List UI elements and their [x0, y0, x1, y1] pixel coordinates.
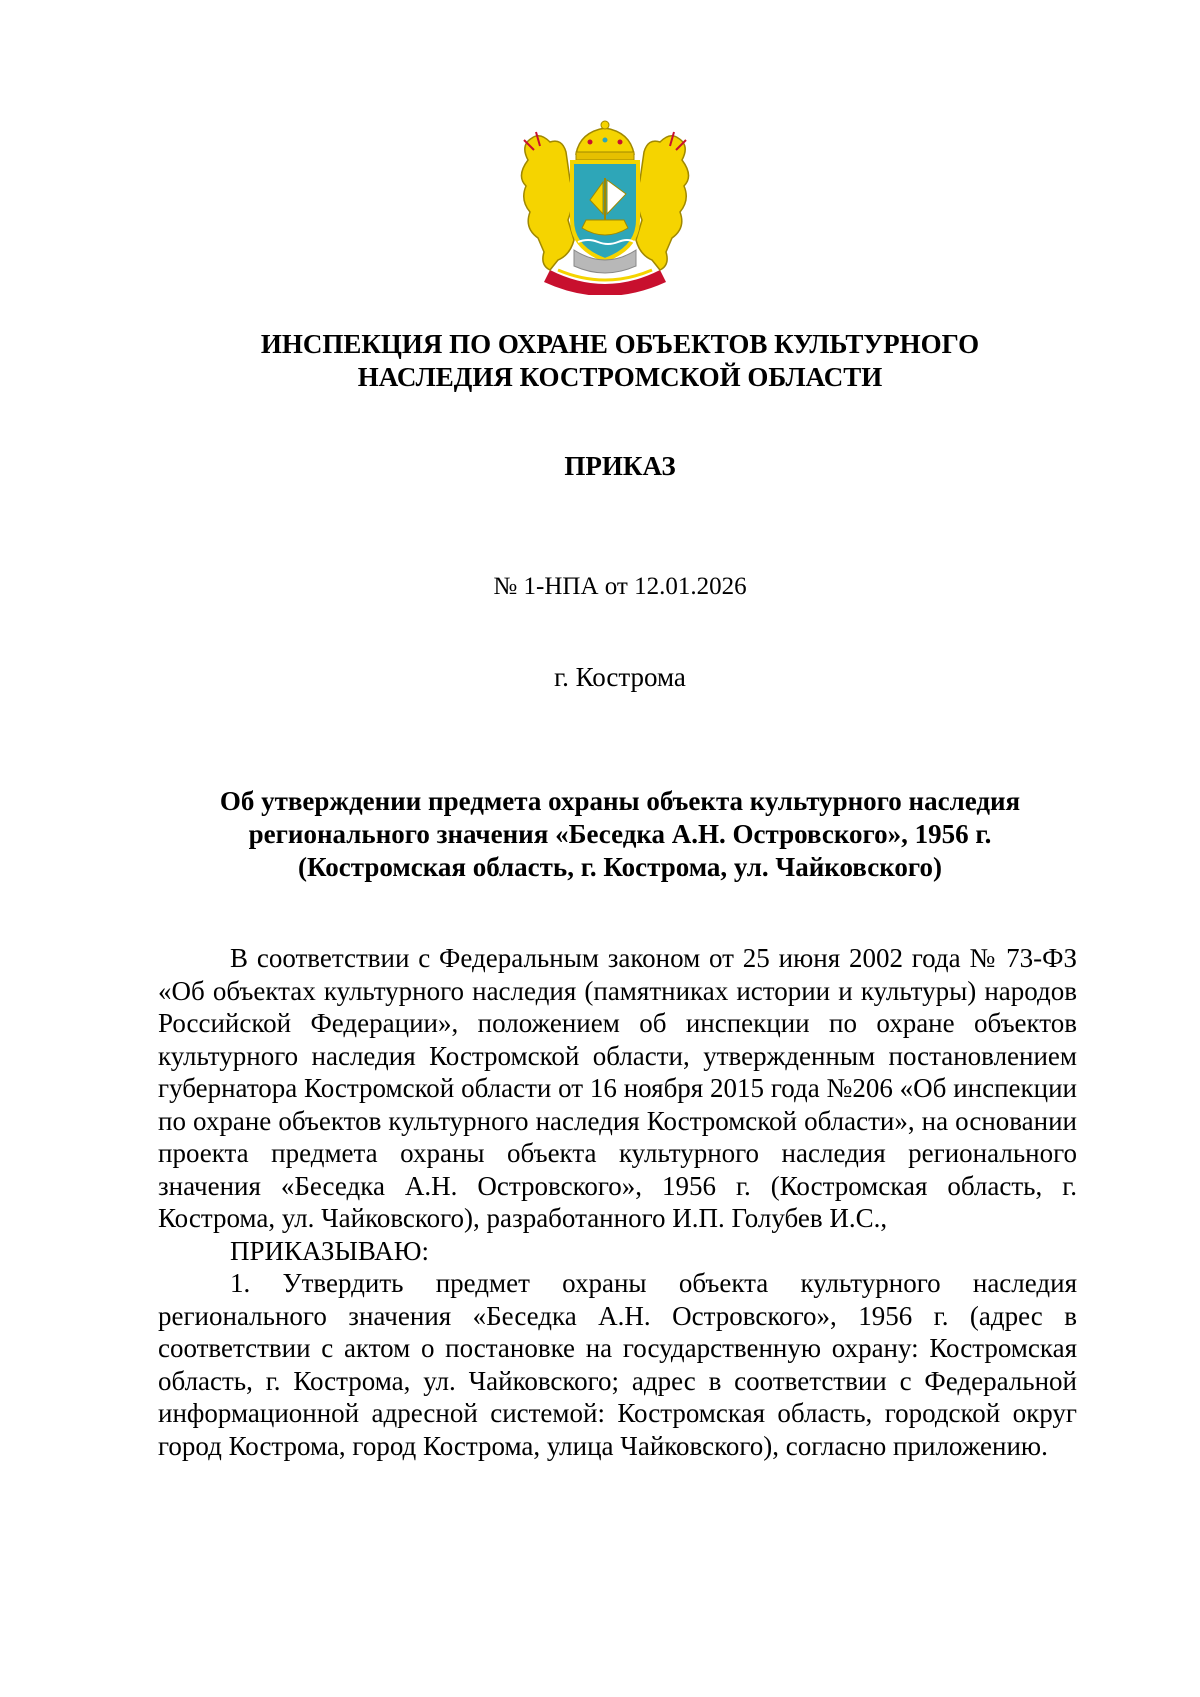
subject-line3: (Костромская область, г. Кострома, ул. Чайковского) — [298, 852, 942, 882]
organization-title-line2: НАСЛЕДИЯ КОСТРОМСКОЙ ОБЛАСТИ — [357, 362, 883, 392]
organization-title — [0, 328, 1200, 394]
document-city: г. Кострома — [554, 662, 686, 692]
subject-line1: Об утверждении предмета охраны объекта культурного наследия — [219, 786, 1021, 816]
preamble-paragraph: В соответствии с Федеральным законом от 25 июня 2002 года № 73-ФЗ «Об объектах культурного наследия (памятниках истории и культуры) народов Российской Федерации», положением об инспекции по охране объектов культурного наследия Костромской области, утвержденным постановлением губернатора Костромской области от 16 ноября 2015 года №206 «Об инспекции по охране объектов культурного наследия Костромской области», на основании проекта предмета охраны объекта культурного наследия регионального значения «Беседка А.Н. Островского», 1956 г. (Костромская область, г. Кострома, ул. Чайковского), разработанного И.П. Голубев И.С., — [158, 943, 1077, 1233]
subject-line2: регионального значения «Беседка А.Н. Островского», 1956 г. — [248, 819, 992, 849]
document-number: № 1-НПА от 12.01.2026 — [493, 573, 747, 600]
document-subject — [0, 785, 1200, 884]
document-body — [158, 942, 1077, 1462]
organization-title-line1: ИНСПЕКЦИЯ ПО ОХРАНЕ ОБЪЕКТОВ КУЛЬТУРНОГО — [260, 329, 980, 359]
order-item-1: 1. Утвердить предмет охраны объекта культурного наследия регионального значения «Беседка А.Н. Островского», 1956 г. (адрес в соответствии с актом о постановке на государственную охрану: Костромская область, г. Кострома, ул. Чайковского; адрес в соответствии с Федеральной информационной адресной системой: Костромская область, городской округ город Кострома, город Кострома, улица Чайковского), согласно приложению. — [158, 1268, 1077, 1461]
document-type: ПРИКАЗ — [564, 451, 676, 481]
order-word: ПРИКАЗЫВАЮ: — [230, 1235, 429, 1266]
kostroma-coat-of-arms-icon — [510, 120, 700, 295]
